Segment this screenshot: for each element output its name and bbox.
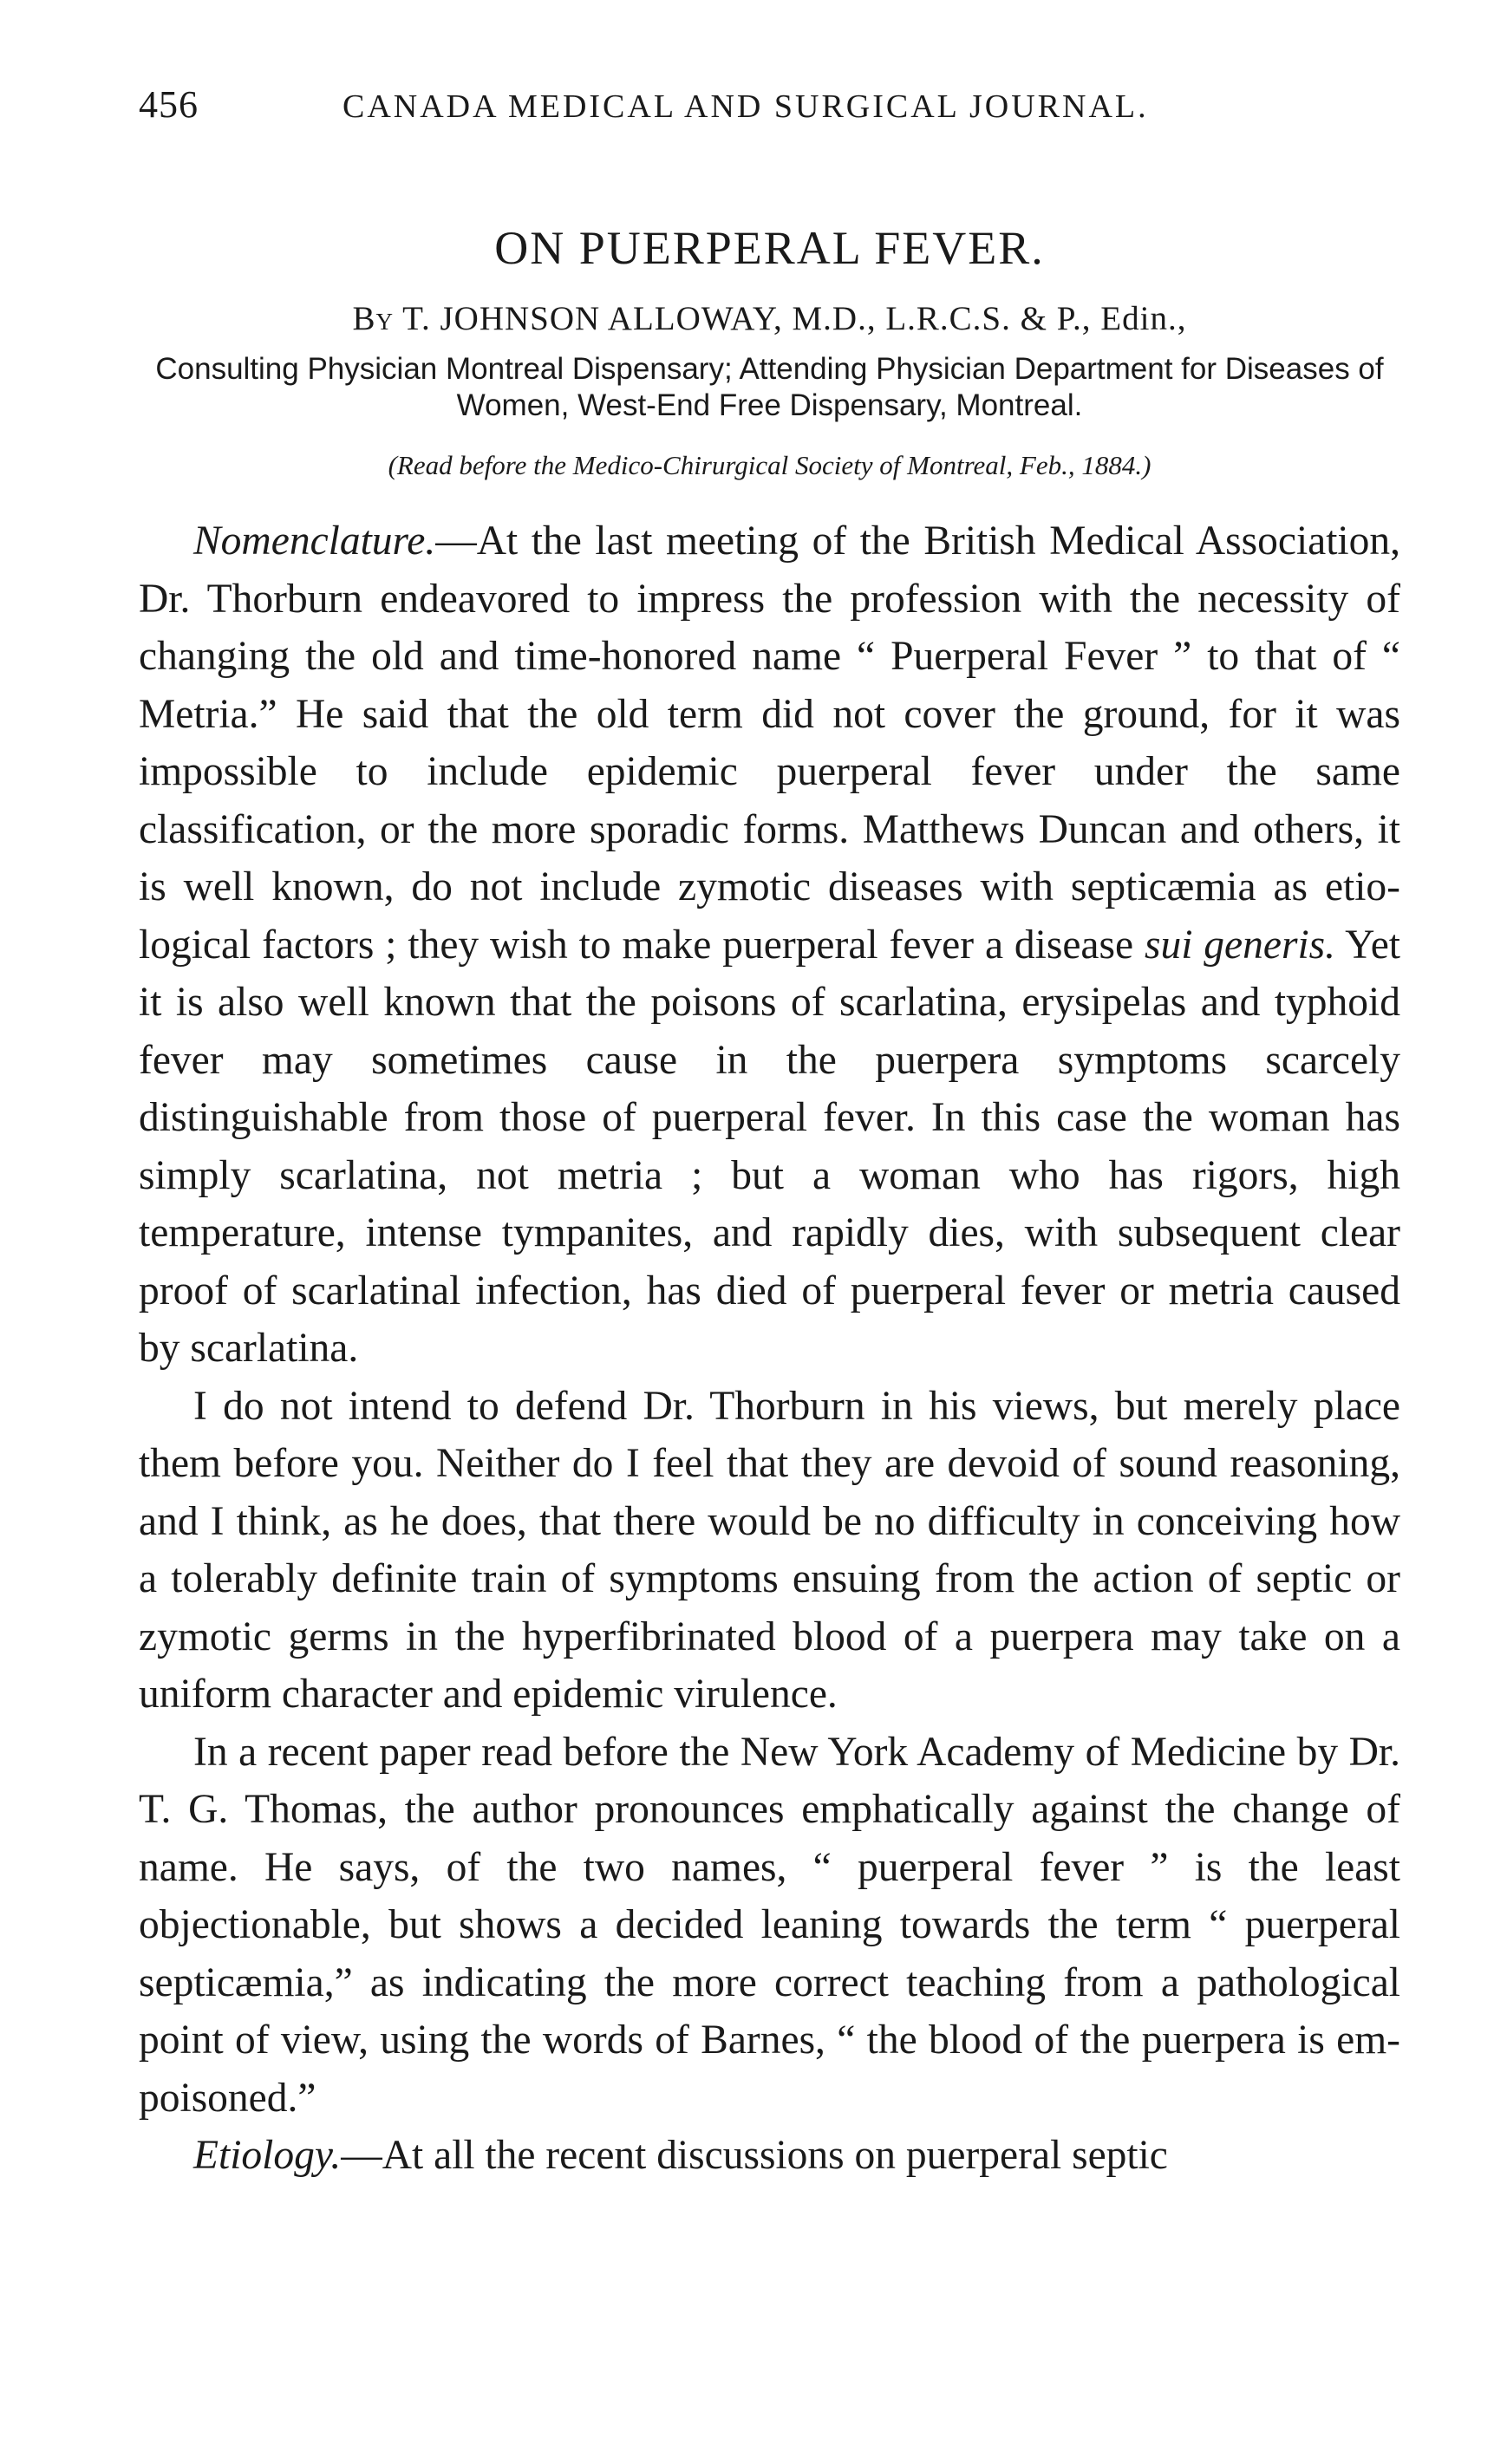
section-heading-etiology: Etiology. bbox=[193, 2133, 342, 2178]
author-affiliation: Consulting Physician Montreal Dispensary; Attending Physician Department for Diseases of Women, West-End Free Dispensary, Montreal. bbox=[155, 352, 1384, 422]
page-number: 456 bbox=[139, 83, 199, 126]
article-title: ON PUERPERAL FEVER. bbox=[494, 222, 1045, 274]
author-name: T. JOHNSON ALLOWAY, M.D., L.R.C.S. & P., Edin., bbox=[402, 300, 1187, 337]
paragraph-text: —At all the recent discussions on puerperal septic bbox=[341, 2133, 1168, 2178]
paragraph-text: —At the last meeting of the British Medical Association, Dr. Thorburn endeavored to impress the profession with the necessity of changing the old and time-honored name “ Puerperal Fever ” to that of “ Metria.” He said that the old term did not cover the ground, for it was impossible to include epidemic puerperal fever under the same classification, or the more sporadic forms. Matthews Duncan and others, it is well known, do not include zymotic diseases with septicæmia as etiological factors ; they wish to make puerperal fever a disease bbox=[139, 518, 1400, 968]
paragraph-text: I do not intend to defend Dr. Thorburn in his views, but merely place them before you. Neither do I feel that they are devoid of sound reasoning, and I think, as he does, that there would be no difficulty in conceiving how a tolerably definite train of symptoms ensuing from the action of septic or zymotic germs in the hyperfibrinated blood of a puerpera may take on a uniform character and epidemic virulence. bbox=[139, 1383, 1400, 1717]
italic-phrase: sui generis. bbox=[1144, 922, 1336, 968]
running-head bbox=[139, 82, 1400, 134]
paragraph-thorburn bbox=[139, 1378, 1400, 1724]
section-heading-nomenclature: Nomenclature. bbox=[193, 518, 436, 564]
read-note: (Read before the Medico-Chirurgical Society of Montreal, Feb., 1884.) bbox=[388, 450, 1151, 480]
journal-title: CANADA MEDICAL AND SURGICAL JOURNAL. bbox=[343, 88, 1149, 125]
paragraph-etiology bbox=[139, 2127, 1400, 2185]
byline-prefix: By bbox=[352, 300, 395, 337]
paragraph-text-continued: Yet it is also well known that the poisons of scarlatina, erysipelas and typhoid fever may sometimes cause in the puerpera symptoms scarcely distinguishable from those of puerperal fever. In this case the woman has simply scarlatina, not metria ; but a woman who has rigors, high temperature, intense tympanites, and rapidly dies, with subsequent clear proof of scarlatinal infection, has died of puerperal fever or metria caused by scarlatina. bbox=[139, 922, 1400, 1371]
paragraph-text: In a recent paper read before the New York Academy of Medicine by Dr. T. G. Thomas, the author pronounces emphatically against the change of name. He says, of the two names, “ puerperal fever ” is the least objectionable, but shows a decided leaning towards the term “ puerperal septicæmia,” as indicating the more correct teaching from a pathological point of view, using the words of Barnes, “ the blood of the puerpera is empoisoned.” bbox=[139, 1729, 1400, 2121]
paragraph-nomenclature bbox=[139, 512, 1400, 1378]
paragraph-thomas bbox=[139, 1724, 1400, 2128]
byline bbox=[139, 299, 1400, 342]
journal-page bbox=[139, 82, 1400, 2185]
article-body bbox=[139, 512, 1400, 2185]
